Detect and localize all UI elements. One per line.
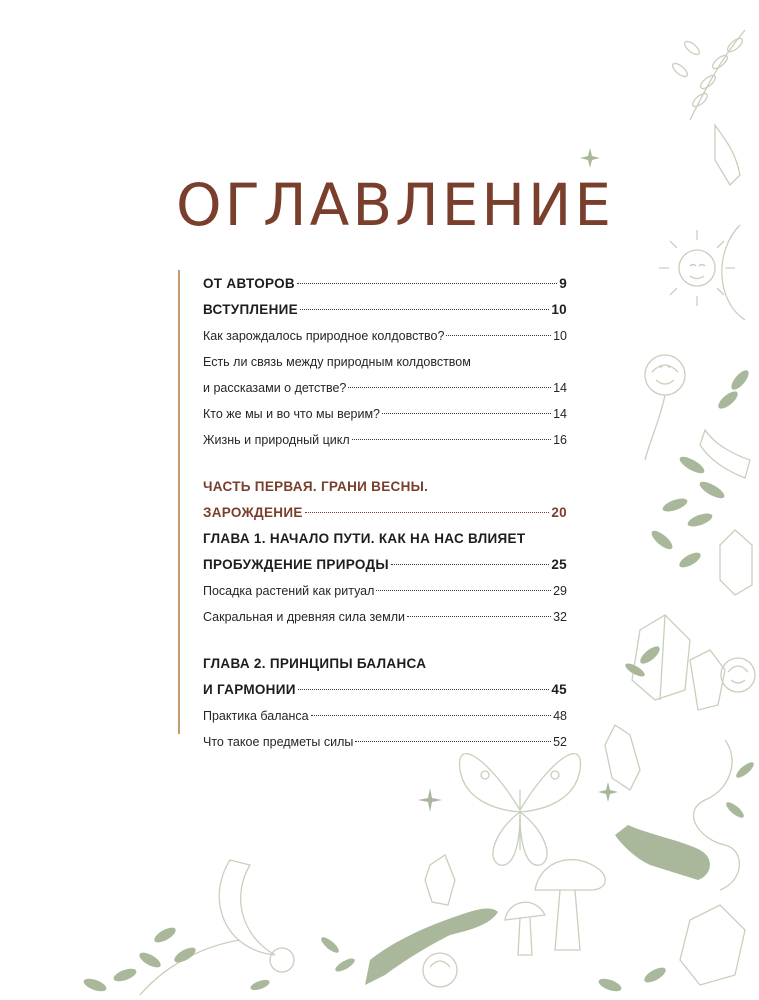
toc-entry[interactable]: Жизнь и природный цикл 16 <box>203 433 567 447</box>
rose-icon <box>423 953 457 987</box>
rose-icon <box>721 658 755 692</box>
toc-chapter-entry[interactable]: И ГАРМОНИИ 45 <box>203 682 567 697</box>
toc-entry[interactable]: Практика баланса 48 <box>203 709 567 723</box>
toc-entry[interactable]: Кто же мы и во что мы верим? 14 <box>203 407 567 421</box>
hand-icon <box>365 909 498 985</box>
toc-entry[interactable]: Что такое предметы силы 52 <box>203 735 567 749</box>
hand-icon <box>700 430 750 478</box>
hand-icon <box>715 125 740 185</box>
leaf-branch-icon <box>671 30 745 120</box>
sparkle-icon <box>580 148 600 168</box>
sparkle-icon <box>418 788 442 812</box>
toc-part-heading-line[interactable]: ЧАСТЬ ПЕРВАЯ. ГРАНИ ВЕСНЫ. <box>203 479 429 494</box>
toc-entry[interactable]: и рассказами о детстве? 14 <box>203 381 567 395</box>
toc-chapter-heading-line[interactable]: ГЛАВА 2. ПРИНЦИПЫ БАЛАНСА <box>203 656 427 671</box>
mushroom-icon <box>505 860 605 955</box>
toc-entry[interactable]: ВСТУПЛЕНИЕ 10 <box>203 302 567 317</box>
crescent-moon-icon <box>219 860 275 955</box>
toc-entry[interactable]: ОТ АВТОРОВ 9 <box>203 276 567 291</box>
sparkle-icon <box>598 782 618 802</box>
toc-entry[interactable]: Сакральная и древняя сила земли 32 <box>203 610 567 624</box>
table-of-contents <box>203 271 567 755</box>
toc-part-entry[interactable]: ЗАРОЖДЕНИЕ 20 <box>203 505 567 520</box>
toc-entry[interactable]: Посадка растений как ритуал 29 <box>203 584 567 598</box>
toc-chapter-heading-line[interactable]: ГЛАВА 1. НАЧАЛО ПУТИ. КАК НА НАС ВЛИЯЕТ <box>203 531 526 546</box>
toc-entry[interactable]: Как зарождалось природное колдовство? 10 <box>203 329 567 343</box>
toc-entry-line[interactable]: Есть ли связь между природным колдовством <box>203 355 471 369</box>
page-title: ОГЛАВЛЕНИЕ <box>176 171 615 239</box>
crystal-icon <box>425 855 455 905</box>
rose-icon <box>645 355 685 460</box>
toc-chapter-entry[interactable]: ПРОБУЖДЕНИЕ ПРИРОДЫ 25 <box>203 557 567 572</box>
toc-vertical-rule <box>178 270 180 734</box>
moth-icon <box>460 754 581 866</box>
sun-face-icon <box>659 230 735 306</box>
hand-icon <box>615 825 710 880</box>
